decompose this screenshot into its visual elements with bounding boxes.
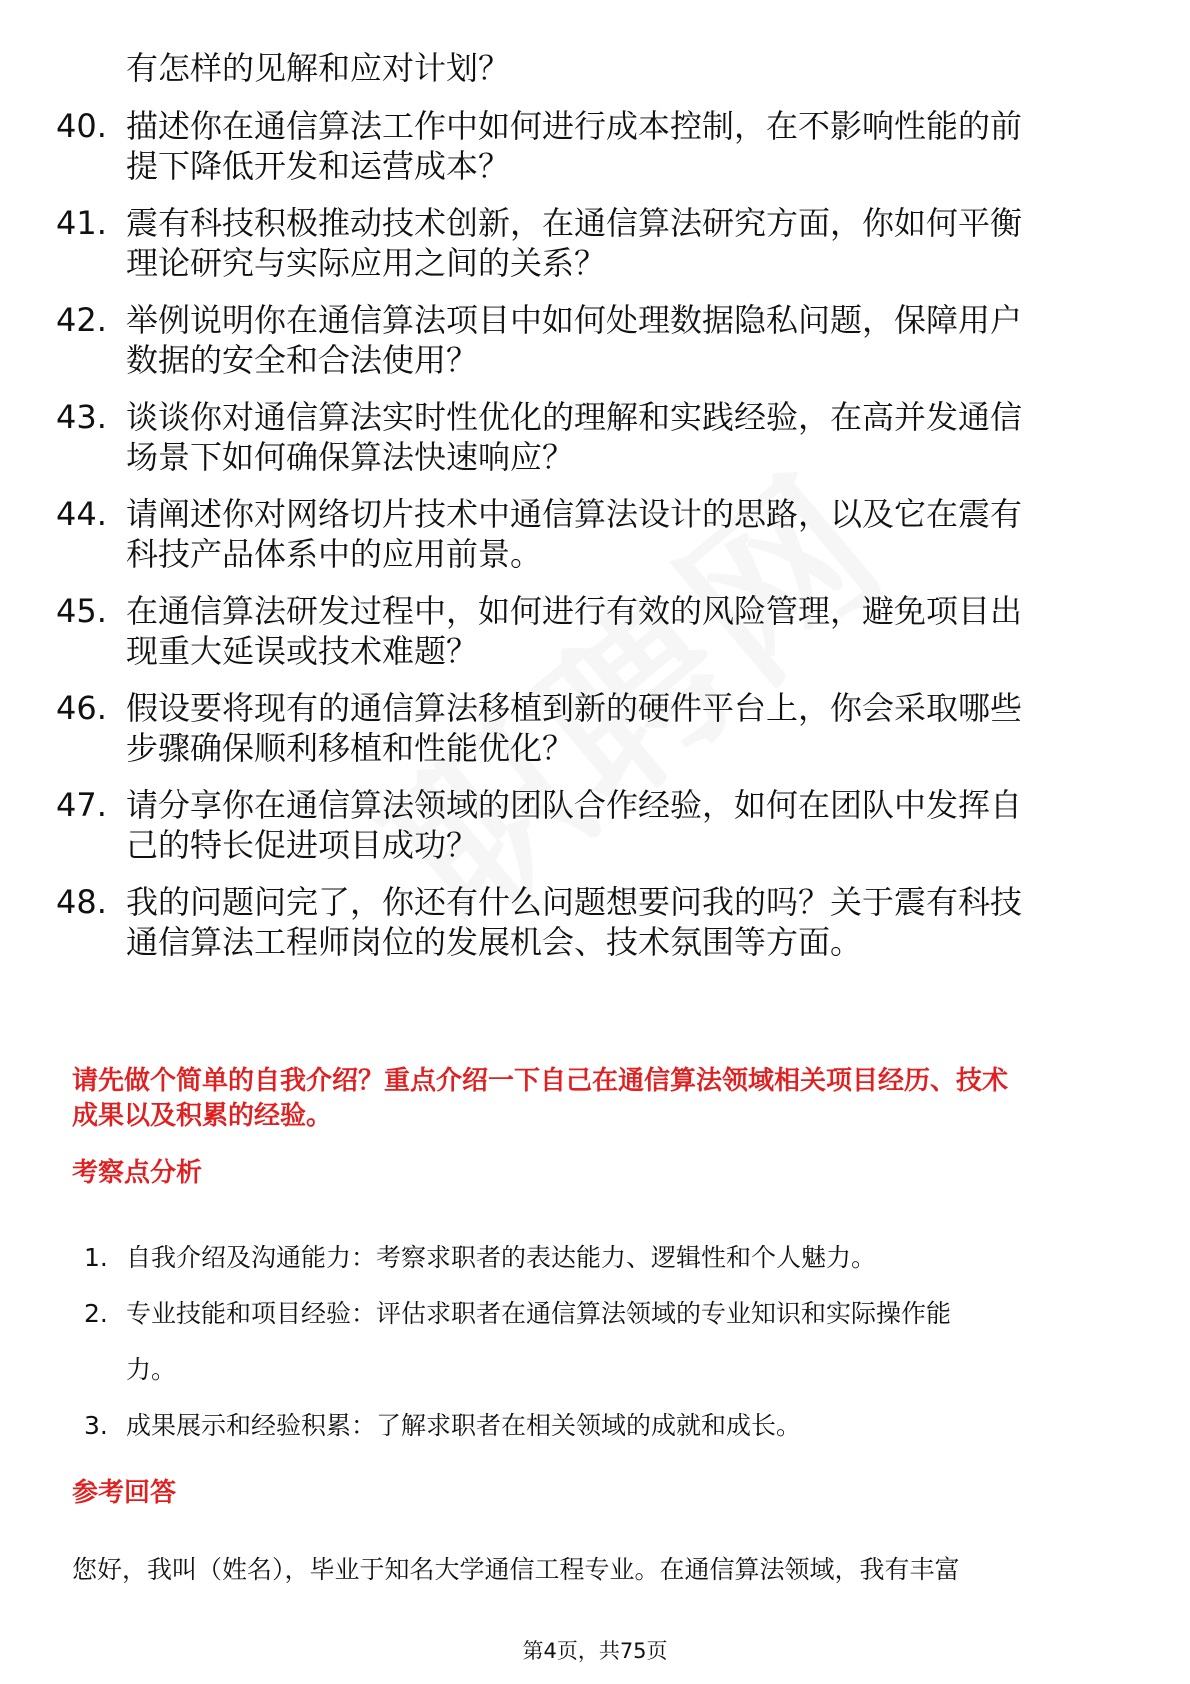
question-line: 通信算法工程师岗位的发展机会、技术氛围等方面。: [126, 923, 863, 961]
question-line: 提下降低开发和运营成本？: [126, 147, 511, 185]
page-footer: 第4页，共75页: [522, 1639, 668, 1663]
question-line: 数据的安全和合法使用？: [126, 341, 479, 379]
question-number: 43.: [56, 398, 107, 436]
question-number: 45.: [56, 592, 107, 630]
analysis-line: 自我介绍及沟通能力：考察求职者的表达能力、逻辑性和个人魅力。: [126, 1243, 877, 1272]
question-line: 场景下如何确保算法快速响应？: [126, 438, 575, 476]
question-continuation: 有怎样的见解和应对计划？: [126, 49, 511, 87]
intro-question-line: 请先做个简单的自我介绍？重点介绍一下自己在通信算法领域相关项目经历、技术: [72, 1066, 1009, 1096]
question-text: [126, 203, 1118, 283]
question-line: 在通信算法研发过程中，如何进行有效的风险管理，避免项目出: [126, 592, 1023, 630]
question-line: 举例说明你在通信算法项目中如何处理数据隐私问题，保障用户: [126, 301, 1023, 339]
question-number: 46.: [56, 689, 107, 727]
analysis-heading: 考察点分析: [72, 1158, 203, 1188]
question-text: [126, 882, 1118, 962]
analysis-text: [126, 1398, 1086, 1454]
question-text: [126, 106, 1118, 186]
question-line: 假设要将现有的通信算法移植到新的硬件平台上，你会采取哪些: [126, 689, 1023, 727]
analysis-line: 力。: [126, 1355, 177, 1384]
intro-question-line: 成果以及积累的经验。: [72, 1101, 333, 1131]
question-text: [126, 785, 1118, 865]
question-text: [126, 688, 1118, 768]
question-line: 请分享你在通信算法领域的团队合作经验，如何在团队中发挥自: [126, 786, 1023, 824]
question-text: [126, 494, 1118, 574]
analysis-number: 3.: [84, 1411, 108, 1440]
question-line: 震有科技积极推动技术创新，在通信算法研究方面，你如何平衡: [126, 204, 1023, 242]
question-number: 42.: [56, 301, 107, 339]
question-line: 步骤确保顺利移植和性能优化？: [126, 729, 575, 767]
question-line: 科技产品体系中的应用前景。: [126, 535, 543, 573]
question-text: [126, 591, 1118, 671]
analysis-line: 成果展示和经验积累：了解求职者在相关领域的成就和成长。: [126, 1411, 802, 1440]
question-number: 48.: [56, 883, 107, 921]
intro-question: [72, 1064, 1122, 1134]
analysis-text: [126, 1286, 1086, 1398]
question-line: 描述你在通信算法工作中如何进行成本控制，在不影响性能的前: [126, 107, 1023, 145]
question-line: 谈谈你对通信算法实时性优化的理解和实践经验，在高并发通信: [126, 398, 1023, 436]
question-number: 40.: [56, 107, 107, 145]
question-text: [126, 397, 1118, 477]
question-text: [126, 300, 1118, 380]
reference-answer: 您好，我叫（姓名），毕业于知名大学通信工程专业。在通信算法领域，我有丰富: [72, 1555, 960, 1584]
question-number: 47.: [56, 786, 107, 824]
analysis-text: [126, 1230, 1086, 1286]
question-line: 请阐述你对网络切片技术中通信算法设计的思路，以及它在震有: [126, 495, 1023, 533]
question-line: 现重大延误或技术难题？: [126, 632, 479, 670]
question-number: 44.: [56, 495, 107, 533]
analysis-line: 专业技能和项目经验：评估求职者在通信算法领域的专业知识和实际操作能: [126, 1299, 952, 1328]
analysis-number: 2.: [84, 1299, 108, 1328]
analysis-number: 1.: [84, 1243, 108, 1272]
question-line: 理论研究与实际应用之间的关系？: [126, 244, 607, 282]
question-number: 41.: [56, 204, 107, 242]
reference-heading: 参考回答: [72, 1478, 177, 1508]
question-line: 我的问题问完了，你还有什么问题想要问我的吗？关于震有科技: [126, 883, 1023, 921]
question-line: 己的特长促进项目成功？: [126, 826, 479, 864]
